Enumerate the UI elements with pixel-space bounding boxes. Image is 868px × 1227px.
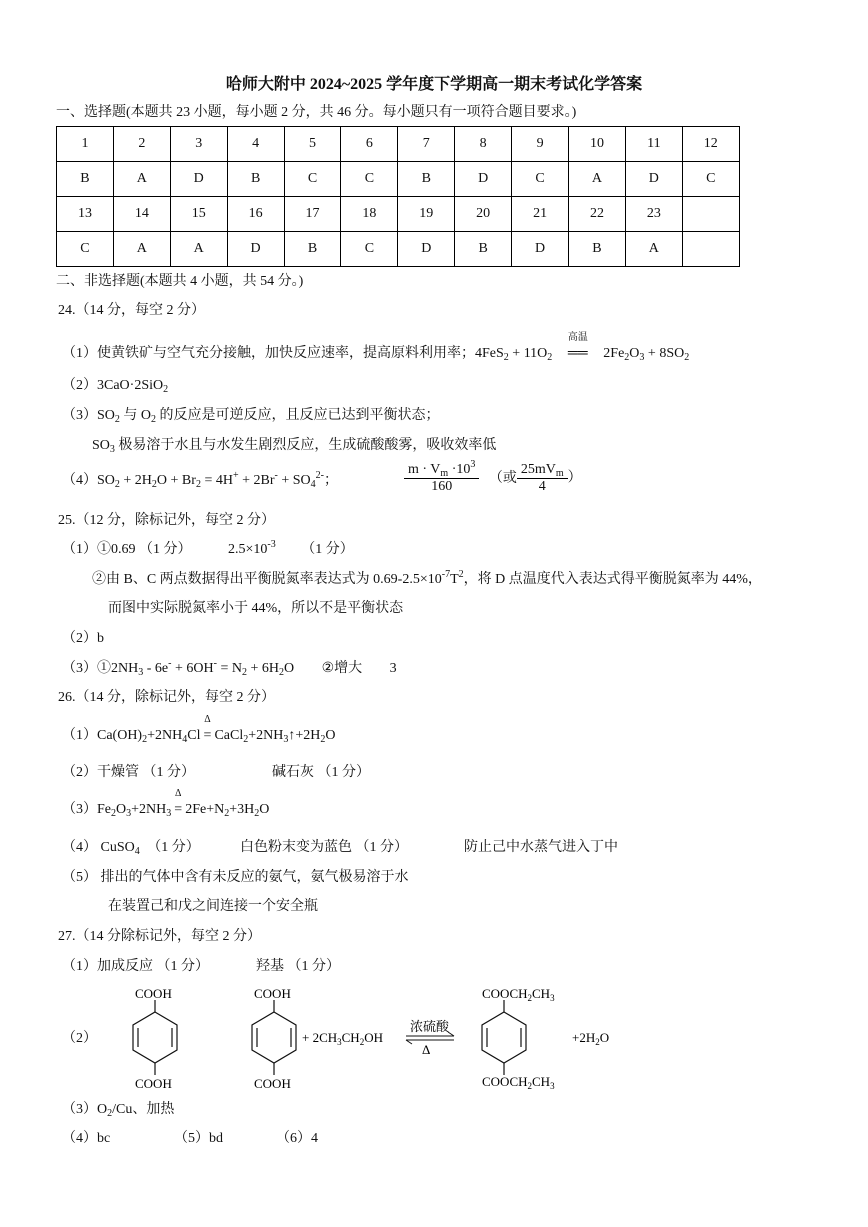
q26-answer-2a: （2）干燥管 （1 分） xyxy=(62,765,195,780)
answer-table-cell xyxy=(682,232,739,267)
answer-table-row xyxy=(57,232,740,267)
answer-table-cell: 5 xyxy=(284,127,341,162)
answer-table xyxy=(56,126,740,267)
cooh-bottom-2: COOH xyxy=(254,1076,291,1090)
q26-answer-5b: 在装置己和戊之间连接一个安全瓶 xyxy=(108,899,318,914)
answer-table-cell: C xyxy=(341,232,398,267)
q26-answer-4: （4） CuSO$_4$ （1 分） xyxy=(62,840,200,857)
answer-table-cell: A xyxy=(625,232,682,267)
answer-table-cell: 17 xyxy=(284,197,341,232)
answer-table-cell: A xyxy=(113,232,170,267)
q27-answer-5: （5）bd xyxy=(174,1131,223,1146)
answer-table-cell: D xyxy=(170,162,227,197)
answer-table-cell: C xyxy=(682,162,739,197)
answer-table-cell: B xyxy=(284,232,341,267)
answer-table-cell: C xyxy=(57,232,114,267)
section-1-heading: 一、选择题(本题共 23 小题，每小题 2 分，共 46 分。每小题只有一项符合题目要求。) xyxy=(56,105,577,120)
esterification-equation xyxy=(100,984,700,1090)
answer-table-cell: 18 xyxy=(341,197,398,232)
cooh-bottom-1: COOH xyxy=(135,1076,172,1090)
answer-table-cell: 15 xyxy=(170,197,227,232)
answer-table-cell: B xyxy=(569,232,626,267)
answer-table-cell: B xyxy=(227,162,284,197)
answer-table-cell: 20 xyxy=(455,197,512,232)
q24-answer-3b: $SO_3$ 极易溶于水且与水发生剧烈反应，生成硫酸酸雾，吸收效率低 xyxy=(92,438,497,455)
answer-table-cell: 11 xyxy=(625,127,682,162)
q24-answer-4: $(4)SO_2 + 2H_2O + Br_2 = 4H^+ + 2Br^- + SO_4^{2-}$； xyxy=(62,470,338,490)
q27-answer-1b: 羟基 （1 分） xyxy=(256,959,340,974)
answer-table-cell: B xyxy=(398,162,455,197)
q26-answer-4c: 防止己中水蒸气进入丁中 xyxy=(464,840,618,855)
answer-table-cell: 1 xyxy=(57,127,114,162)
ethanol-reagent: + $2CH_3CH_2OH$ xyxy=(302,1030,383,1047)
answer-table-cell: D xyxy=(398,232,455,267)
ester-top: $COOCH_2CH_3$ xyxy=(482,986,555,1003)
cooh-top-1: COOH xyxy=(135,986,172,1001)
q25-answer-2: （2）b xyxy=(62,631,104,646)
q26-answer-3: $(3)Fe_2O_3+2NH_3$ Δ = $2Fe+N_2+3H_2O$ xyxy=(62,788,270,819)
page-title: 哈师大附中 2024~2025 学年度下学期高一期末考试化学答案 xyxy=(225,76,643,93)
terephthalic-acid-structure-2 xyxy=(252,1000,296,1075)
answer-table-cell: D xyxy=(625,162,682,197)
q24-heading: 24.（14 分，每空 2 分） xyxy=(58,303,205,318)
catalyst-label: 浓硫酸 xyxy=(410,1019,450,1034)
q24-answer-4-fraction: $\frac{m \cdot V_m \cdot 10^3}{160}$ （或 $\frac{25mV_m}{4}$ ） xyxy=(404,462,582,495)
q25-answer-3: $(3)①2NH_3 - 6e^- + 6OH^- = N_2 + 6H_2O$ ②增大 3 xyxy=(62,658,397,678)
answer-table-cell: D xyxy=(455,162,512,197)
q27-answer-3: $(3)O_2/Cu$、加热 xyxy=(62,1102,175,1119)
q25-answer-1c: ②由 B、C 两点数据得出平衡脱氮率表达式为 $0.69-2.5\times 10^{-7}T^2$，将 D 点温度代入表达式得平衡脱氮率为 44%， xyxy=(92,569,762,587)
answer-table-cell: 6 xyxy=(341,127,398,162)
q25-answer-1d: 而图中实际脱氮率小于 44%，所以不是平衡状态 xyxy=(108,601,404,616)
answer-table-row xyxy=(57,162,740,197)
answer-table-row xyxy=(57,197,740,232)
answer-table-cell: D xyxy=(512,232,569,267)
q26-answer-5a: （5） 排出的气体中含有未反应的氨气，氨气极易溶于水 xyxy=(62,870,409,885)
answer-table-cell: 3 xyxy=(170,127,227,162)
q27-answer-4: （4）bc xyxy=(62,1131,111,1146)
answer-table-cell: 23 xyxy=(625,197,682,232)
answer-table-cell: A xyxy=(569,162,626,197)
answer-table-cell: 4 xyxy=(227,127,284,162)
answer-table-cell: 16 xyxy=(227,197,284,232)
answer-table-cell: 8 xyxy=(455,127,512,162)
cooh-top-2: COOH xyxy=(254,986,291,1001)
answer-table-cell: C xyxy=(512,162,569,197)
fraction-25mvm: $\frac{25mV_m}{4}$ xyxy=(517,462,568,495)
heat-label: Δ xyxy=(422,1042,431,1057)
answer-table-cell: B xyxy=(57,162,114,197)
water-product: $+2H_2O$ xyxy=(572,1030,610,1047)
condition-heat: Δ = xyxy=(203,714,212,743)
answer-table-cell: A xyxy=(113,162,170,197)
q25-answer-1a: （1）①0.69 （1 分） xyxy=(62,542,192,557)
q27-answer-1a: （1）加成反应 （1 分） xyxy=(62,959,209,974)
answer-table-cell: 19 xyxy=(398,197,455,232)
answer-table-cell: D xyxy=(227,232,284,267)
fraction-m-vm: $\frac{m \cdot V_m \cdot 10^3}{160}$ xyxy=(404,462,479,495)
q26-answer-2b: 碱石灰 （1 分） xyxy=(272,765,370,780)
answer-table-cell: 10 xyxy=(569,127,626,162)
answer-table-cell: A xyxy=(170,232,227,267)
answer-table-cell: 21 xyxy=(512,197,569,232)
q24-answer-1: （1）使黄铁矿与空气充分接触，加快反应速率，提高原料利用率；$4FeS_2 + 11O_2$ 高温 ══ $2Fe_2O_3 + 8SO_2$ xyxy=(62,332,690,363)
answer-table-cell: B xyxy=(455,232,512,267)
answer-table-cell: 12 xyxy=(682,127,739,162)
answer-table-row xyxy=(57,127,740,162)
answer-table-cell: C xyxy=(284,162,341,197)
answer-table-cell: C xyxy=(341,162,398,197)
q27-answer-6: （6）4 xyxy=(276,1131,318,1146)
answer-table-cell: 22 xyxy=(569,197,626,232)
answer-table-cell xyxy=(682,197,739,232)
answer-table-cell: 2 xyxy=(113,127,170,162)
q25-answer-1b: $2.5\times 10^{-3}$ （1 分） xyxy=(228,539,354,557)
q24-answer-3a: $(3)SO_2$ 与 $O_2$ 的反应是可逆反应，且反应已达到平衡状态； xyxy=(62,408,440,425)
answer-table-cell: 14 xyxy=(113,197,170,232)
q26-heading: 26.（14 分，除标记外，每空 2 分） xyxy=(58,690,275,705)
q26-answer-1: $(1)Ca(OH)_2+2NH_4Cl$ Δ = $CaCl_2+2NH_3↑+2H_2O$ xyxy=(62,714,336,745)
section-2-heading: 二、非选择题(本题共 4 小题，共 54 分。) xyxy=(56,274,304,289)
q25-heading: 25.（12 分，除标记外，每空 2 分） xyxy=(58,513,275,528)
answer-table-cell: 13 xyxy=(57,197,114,232)
q26-answer-4b: 白色粉末变为蓝色 （1 分） xyxy=(240,840,408,855)
q27-heading: 27.（14 分除标记外，每空 2 分） xyxy=(58,929,261,944)
q27-answer-2-label: （2） xyxy=(62,1031,97,1046)
answer-table-cell: 7 xyxy=(398,127,455,162)
q24-answer-2: （2）3CaO·2SiO$_2$ xyxy=(62,378,169,395)
terephthalic-acid-structure-1 xyxy=(133,1000,177,1075)
condition-heat-2: Δ = xyxy=(174,788,183,817)
answer-table-cell: 9 xyxy=(512,127,569,162)
ester-bottom: $COOCH_2CH_3$ xyxy=(482,1074,555,1090)
condition-high-temp: 高温 ══ xyxy=(567,332,588,361)
diethyl-terephthalate-structure xyxy=(482,1000,526,1075)
